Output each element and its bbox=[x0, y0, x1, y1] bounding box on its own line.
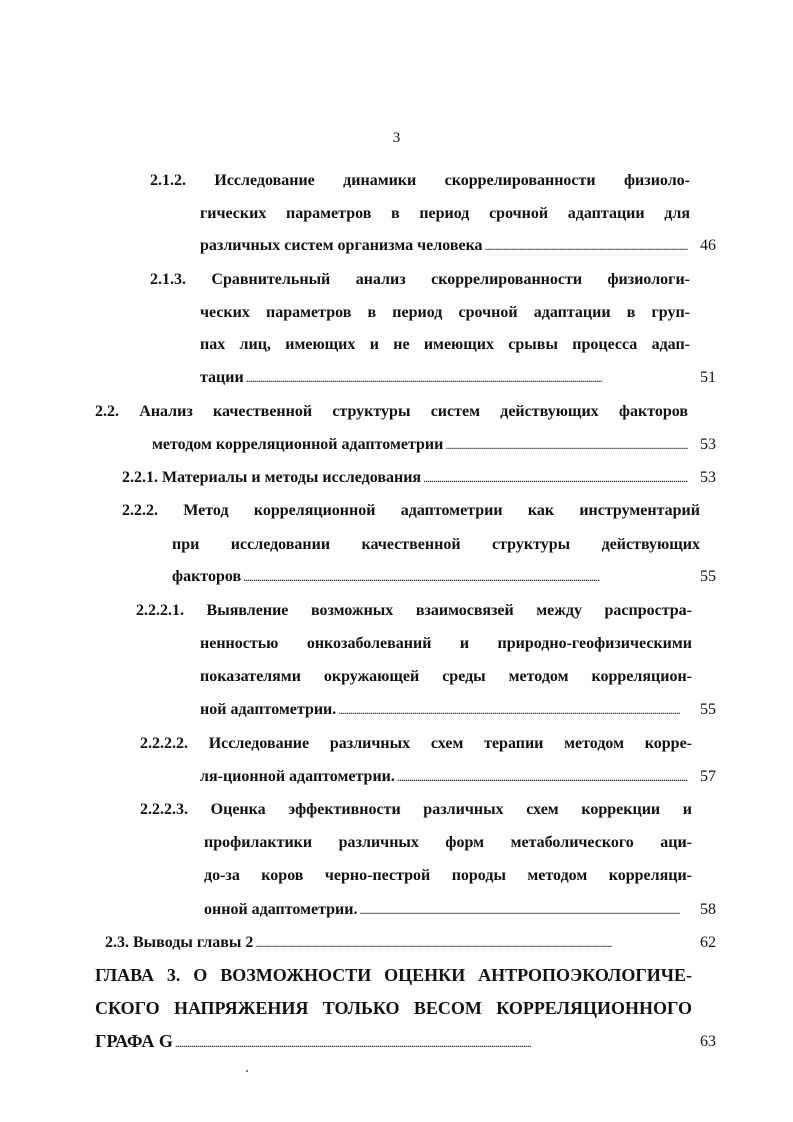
toc-page-number: 55 bbox=[700, 568, 716, 585]
toc-entry-2-1-3-line-2: ческих параметров в период срочной адаптации в груп- bbox=[200, 304, 690, 321]
dot-leader bbox=[243, 567, 688, 587]
toc-entry-2-1-3-line-4[interactable] bbox=[200, 368, 680, 388]
toc-page-number: 62 bbox=[700, 934, 716, 951]
toc-entry-text: 2.2.1. Материалы и методы исследования bbox=[122, 469, 422, 486]
toc-entry-2-2-2-3-line-4[interactable] bbox=[204, 900, 680, 920]
toc-page-number: 57 bbox=[700, 768, 716, 785]
toc-entry-2-2-2-1-line-2: ненностью онкозаболеваний и природно-геофизическими bbox=[200, 635, 692, 652]
toc-page-number: 51 bbox=[700, 369, 716, 386]
toc-entry-text: онной адаптометрии. bbox=[204, 901, 358, 918]
toc-page-number: 53 bbox=[700, 436, 716, 453]
dot-leader bbox=[445, 435, 688, 455]
page-number: 3 bbox=[392, 130, 401, 146]
toc-entry-2-2-2-1-line-4[interactable] bbox=[200, 700, 680, 720]
dot-leader bbox=[360, 900, 681, 920]
dot-leader bbox=[338, 700, 680, 720]
toc-entry-text: 2.3. Выводы главы 2 bbox=[105, 934, 254, 951]
toc-page-number: 55 bbox=[700, 701, 716, 718]
toc-entry-text: ной адаптометрии. bbox=[200, 701, 337, 718]
toc-entry-2-2-2-3-line-1: 2.2.2.3. Оценка эффективности различных схем коррекции и bbox=[140, 801, 692, 818]
toc-entry-2-1-2-line-3[interactable] bbox=[200, 236, 688, 256]
dot-leader bbox=[397, 767, 688, 787]
toc-page-number: 63 bbox=[700, 1033, 716, 1050]
toc-entry-2-2-2-3-line-3: до-за коров черно-пестрой породы методом корреляци- bbox=[204, 867, 692, 884]
toc-entry-2-2-line-2[interactable] bbox=[152, 435, 688, 455]
toc-chapter-3-line-1: ГЛАВА 3. О ВОЗМОЖНОСТИ ОЦЕНКИ АНТРОПОЭКОЛОГИЧЕ- bbox=[95, 965, 692, 985]
toc-entry-2-3[interactable] bbox=[105, 933, 675, 953]
toc-entry-2-1-3-line-3: пах лиц, имеющих и не имеющих срывы процесса адап- bbox=[200, 336, 690, 353]
toc-page-number: 58 bbox=[700, 901, 716, 918]
toc-chapter-3-line-3[interactable] bbox=[95, 1030, 675, 1054]
toc-page-number: 46 bbox=[700, 237, 716, 254]
dot-leader bbox=[175, 1030, 675, 1054]
toc-entry-2-2-2-line-3[interactable] bbox=[172, 567, 688, 587]
toc-entry-2-1-3-line-1: 2.1.3. Сравнительный анализ скоррелированности физиологи- bbox=[150, 271, 690, 288]
dot-leader bbox=[246, 368, 680, 388]
toc-entry-2-1-2-line-2: гических параметров в период срочной адаптации для bbox=[200, 205, 690, 222]
toc-entry-text: ля-ционной адаптометрии. bbox=[200, 768, 395, 785]
toc-entry-2-1-2-line-1: 2.1.2. Исследование динамики скоррелированности физиоло- bbox=[150, 172, 690, 189]
toc-entry-2-2-2-1-line-1: 2.2.2.1. Выявление возможных взаимосвязей между распростра- bbox=[136, 602, 692, 619]
toc-chapter-3-line-2: СКОГО НАПРЯЖЕНИЯ ТОЛЬКО ВЕСОМ КОРРЕЛЯЦИОННОГО bbox=[95, 998, 692, 1018]
toc-entry-2-2-2-2-line-2[interactable] bbox=[200, 767, 688, 787]
toc-entry-text: тации bbox=[200, 369, 244, 386]
dot-leader bbox=[485, 236, 688, 256]
toc-entry-2-2-2-1-line-3: показателями окружающей среды методом корреляцион- bbox=[200, 668, 692, 685]
dot-leader bbox=[255, 933, 675, 953]
toc-entry-text: методом корреляционной адаптометрии bbox=[152, 436, 444, 453]
toc-entry-2-2-2-3-line-2: профилактики различных форм метаболического аци- bbox=[204, 834, 692, 851]
toc-entry-2-2-2-line-2: при исследовании качественной структуры действующих bbox=[172, 536, 700, 553]
toc-entry-text: факторов bbox=[172, 568, 242, 585]
scan-speck bbox=[246, 1070, 248, 1072]
toc-page-number: 53 bbox=[700, 469, 716, 486]
toc-entry-2-2-line-1: 2.2. Анализ качественной структуры систем действующих факторов bbox=[95, 403, 688, 420]
toc-entry-2-2-2-2-line-1: 2.2.2.2. Исследование различных схем терапии методом корре- bbox=[140, 735, 692, 752]
toc-entry-2-2-2-line-1: 2.2.2. Метод корреляционной адаптометрии как инструментарий bbox=[122, 502, 700, 519]
toc-entry-2-2-1[interactable] bbox=[122, 468, 688, 488]
toc-entry-text: различных систем организма человека bbox=[200, 237, 483, 254]
toc-entry-text: ГРАФА G bbox=[95, 1031, 173, 1051]
dot-leader bbox=[423, 468, 688, 488]
